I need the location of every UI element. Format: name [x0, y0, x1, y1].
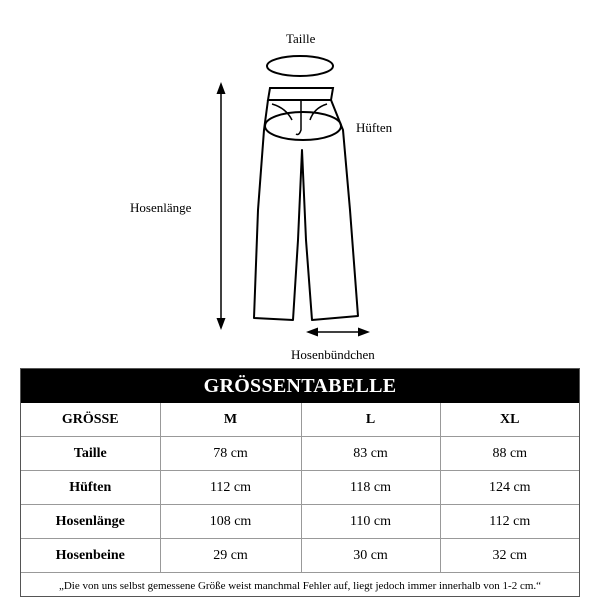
header-cell: XL [440, 403, 579, 437]
header-cell: GRÖSSE [21, 403, 160, 437]
label-hueften: Hüften [356, 120, 393, 135]
table-row [21, 437, 579, 471]
header-cell: L [301, 403, 440, 437]
waist-ellipse [267, 56, 333, 76]
table-title: GRÖSSENTABELLE [21, 369, 579, 403]
label-taille: Taille [286, 31, 316, 46]
hip-ellipse [265, 112, 341, 140]
table-cell: 118 cm [301, 471, 440, 505]
table-cell: 112 cm [440, 505, 579, 539]
table-cell: 83 cm [301, 437, 440, 471]
table-row [21, 505, 579, 539]
row-label: Hüften [21, 471, 160, 505]
measurement-note: „Die von uns selbst gemessene Größe weist manchmal Fehler auf, liegt jedoch immer innerhalb von 1-2 cm.“ [58, 580, 542, 592]
table-header-row [21, 403, 579, 437]
table-cell: 88 cm [440, 437, 579, 471]
table-cell: 30 cm [301, 539, 440, 573]
row-label: Taille [21, 437, 160, 471]
label-hosenbuendchen: Hosenbündchen [291, 347, 375, 362]
pants-waistband [268, 88, 333, 100]
table-row [21, 539, 579, 573]
table-row [21, 471, 579, 505]
table-cell: 110 cm [301, 505, 440, 539]
size-table [20, 368, 580, 597]
row-label: Hosenlänge [21, 505, 160, 539]
row-label: Hosenbeine [21, 539, 160, 573]
table-cell: 78 cm [160, 437, 301, 471]
label-hosenlaenge: Hosenlänge [130, 200, 192, 215]
header-cell: M [160, 403, 301, 437]
table-cell: 108 cm [160, 505, 301, 539]
table-cell: 29 cm [160, 539, 301, 573]
table-cell: 112 cm [160, 471, 301, 505]
size-grid [21, 403, 579, 573]
table-cell: 124 cm [440, 471, 579, 505]
pants-fly [296, 100, 301, 135]
table-cell: 32 cm [440, 539, 579, 573]
